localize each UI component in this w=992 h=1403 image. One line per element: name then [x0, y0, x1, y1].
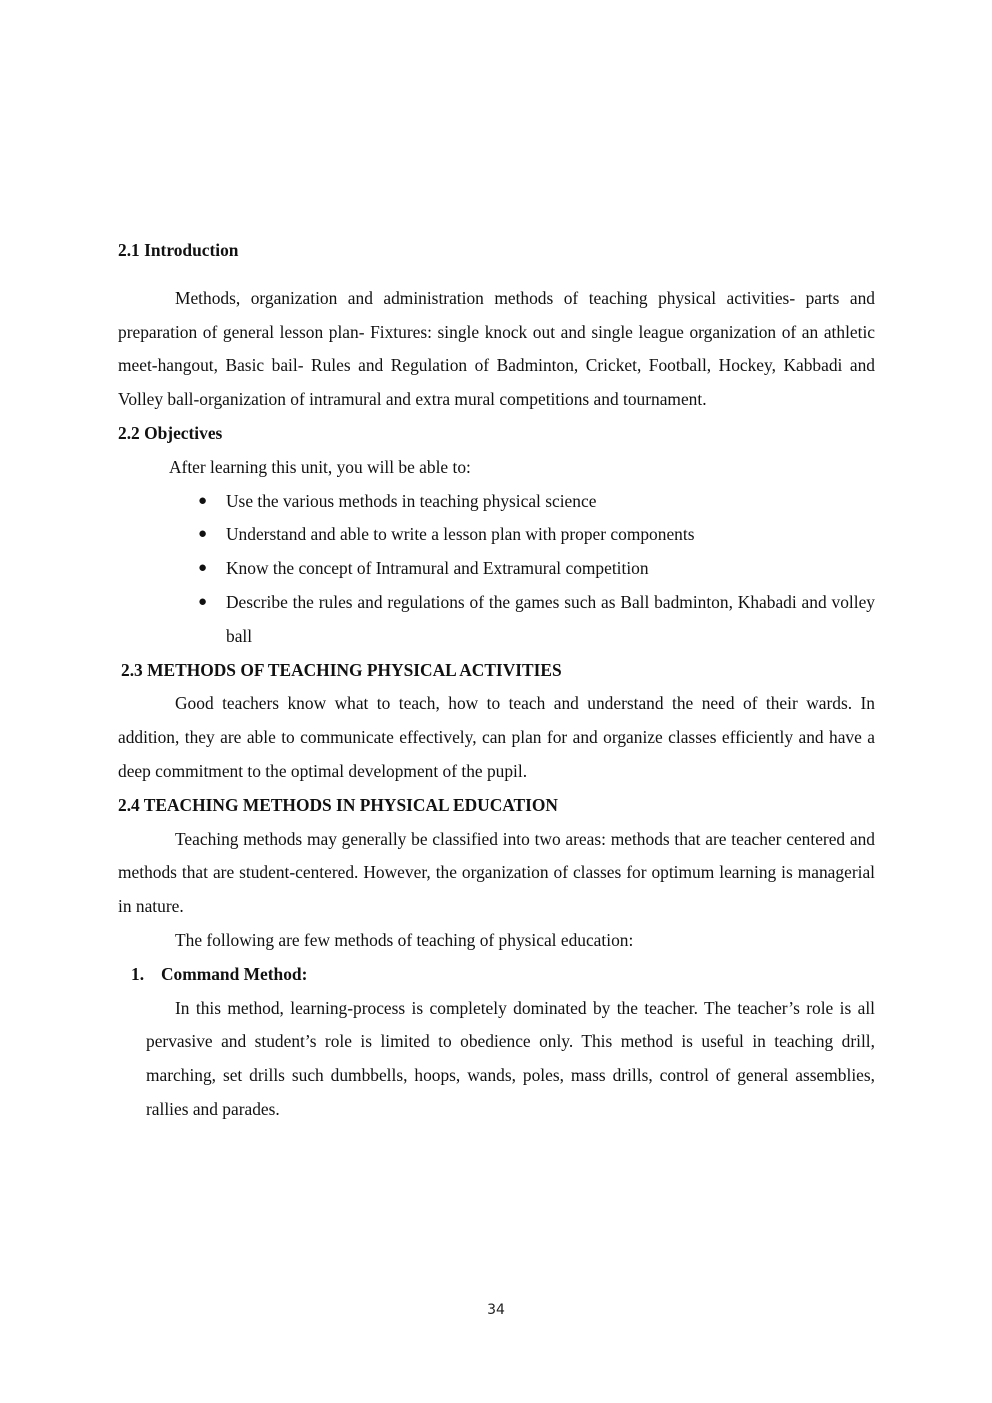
teaching-methods-lead: The following are few methods of teaching of physical education: — [175, 929, 634, 950]
list-item — [198, 586, 875, 654]
list-item — [198, 518, 875, 552]
method-number: 1. — [131, 963, 145, 984]
introduction-paragraph: Methods, organization and administration methods of teaching physical activities- parts and preparation of general lesson plan- Fixtures: single knock out and single league organization of an athletic meet-hangout, Basic bail- Rules and Regulation of Badminton, Cricket, Football, Hockey, Kabbadi and Volley ball-organization of intramural and extra mural competitions and tournament. — [118, 287, 875, 410]
objectives-lead: After learning this unit, you will be able to: — [169, 456, 471, 477]
bullet-icon: ● — [198, 593, 208, 610]
section-heading-objectives: 2.2 Objectives — [118, 422, 223, 443]
bullet-icon: ● — [198, 526, 208, 543]
list-item — [198, 485, 875, 519]
section-heading-introduction: 2.1 Introduction — [118, 240, 239, 260]
bullet-icon: ● — [198, 492, 208, 509]
page-content — [118, 234, 875, 1127]
objective-text: Describe the rules and regulations of the games such as Ball badminton, Khabadi and volley ball — [226, 591, 875, 646]
bullet-icon: ● — [198, 560, 208, 577]
objectives-list — [118, 485, 875, 654]
method-title: Command Method: — [161, 963, 308, 984]
spacer — [118, 268, 875, 282]
objective-text: Use the various methods in teaching physical science — [226, 490, 597, 511]
page-number: 34 — [487, 1302, 505, 1318]
method-heading-command — [118, 958, 875, 992]
objective-text: Know the concept of Intramural and Extramural competition — [226, 558, 649, 579]
section-heading-methods: 2.3 METHODS OF TEACHING PHYSICAL ACTIVITIES — [121, 659, 562, 680]
objective-text: Understand and able to write a lesson plan with proper components — [226, 524, 695, 545]
methods-paragraph: Good teachers know what to teach, how to teach and understand the need of their wards. In addition, they are able to communicate effectively, can plan for and organize classes efficiently and have a deep commitment to the optimal development of the pupil. — [118, 693, 875, 781]
command-method-paragraph: In this method, learning-process is completely dominated by the teacher. The teacher’s role is all pervasive and student’s role is limited to obedience only. This method is useful in teaching drill, marching, set drills such dumbbells, hoops, wands, poles, mass drills, control of general assemblies, rallies and parades. — [146, 997, 875, 1119]
list-item — [198, 552, 875, 586]
teaching-methods-paragraph: Teaching methods may generally be classified into two areas: methods that are teacher centered and methods that are student-centered. However, the organization of classes for optimum learning is managerial in nature. — [118, 828, 875, 917]
section-heading-teaching-methods: 2.4 TEACHING METHODS IN PHYSICAL EDUCATION — [118, 794, 558, 815]
